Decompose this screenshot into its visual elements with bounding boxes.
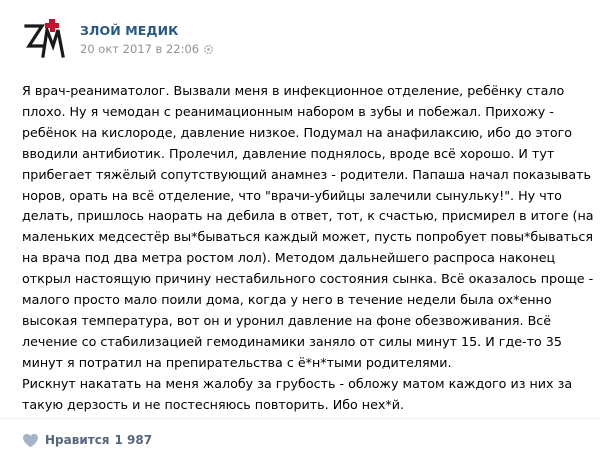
post-text-line: ребёнок на кислороде, давление низкое. Подумал на анафилаксию, ибо до этого bbox=[22, 124, 573, 140]
post-text-line: маленьких медсестёр вы*бываться каждый может, пусть попробует повы*бываться bbox=[22, 229, 593, 245]
post-text-line: Я врач-реаниматолог. Вызвали меня в инфекционное отделение, ребёнку стало bbox=[22, 83, 565, 98]
like-count: 1 987 bbox=[114, 433, 153, 447]
divider bbox=[0, 418, 600, 419]
post-text-line: Рискнут накатать на меня жалобу за грубость - обложу матом каждого из них за bbox=[22, 375, 573, 391]
post-text-line: высокая температура, вот он и уронил давление на фоне обезвоживания. Всё bbox=[22, 312, 552, 328]
post-text-line: такую дерзость и не постесняюсь повторить. Ибо нех*й. bbox=[22, 396, 405, 412]
author-name[interactable]: ЗЛОЙ МЕДИК bbox=[80, 23, 179, 38]
post-text-line: норов, орать на всё отделение, что "врачи-убийцы залечили сынульку!". Ну что bbox=[22, 187, 562, 203]
post-text-line: открыл настоящую причину нестабильного состояния сынка. Всё оказалось проще - bbox=[22, 271, 594, 287]
post-text-line: прибегает тяжёлый сопутствующий анамнез - родители. Папаша начал показывать bbox=[22, 166, 592, 182]
post-date[interactable]: 20 окт 2017 в 22:06 bbox=[80, 42, 200, 56]
gear-icon bbox=[203, 44, 214, 55]
post-text-line: минут я потратил на препирательства с ё*н*тыми родителями. bbox=[22, 354, 452, 370]
heart-icon bbox=[22, 433, 39, 448]
avatar[interactable] bbox=[22, 16, 68, 60]
post-text-line: вводили антибиотик. Пролечил, давление поднялось, вроде всё хорошо. И тут bbox=[22, 145, 555, 161]
like-label: Нравится bbox=[45, 433, 110, 447]
post-text-line: делать, пришлось наорать на дебила в ответ, тот, к счастью, присмирел в итоге (на bbox=[22, 208, 594, 224]
like-button[interactable] bbox=[22, 432, 152, 448]
post-header bbox=[22, 14, 442, 62]
post-text-line: малого просто мало поили дома, когда у него в течение недели была ох*енно bbox=[22, 292, 552, 308]
zm-logo-icon bbox=[22, 16, 68, 60]
post-text-line: на врача под два метра ростом лол). Методом дальнейшего распроса наконец bbox=[22, 250, 556, 266]
post-text bbox=[22, 81, 592, 416]
post-text-line: плохо. Ну я чемодан с реанимационным набором в зубы и побежал. Прихожу - bbox=[22, 103, 554, 119]
post-text-line: лечение со стабилизацией гемодинамики заняло от силы минут 15. И где-то 35 bbox=[22, 333, 562, 349]
post-meta bbox=[80, 42, 214, 56]
